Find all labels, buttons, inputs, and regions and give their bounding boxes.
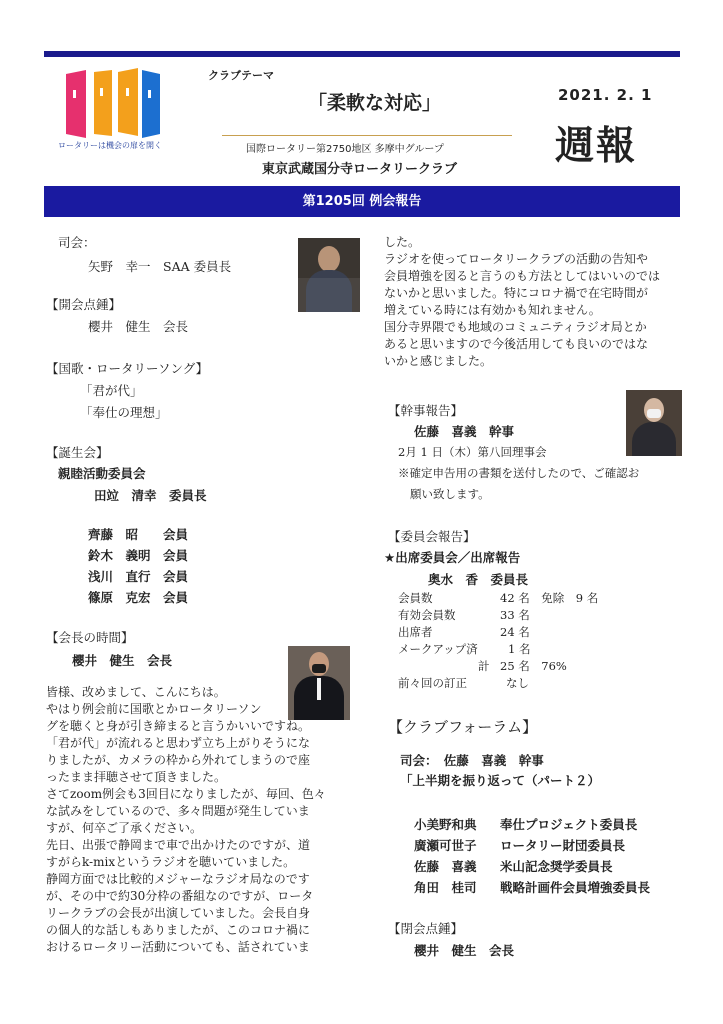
forum-member-role: 米山記念奨学委員長 [500,859,613,874]
speech-line: 皆様、改めまして、こんにちは。 [46,685,226,699]
birthday-chair: 田竝 清幸 委員長 [94,488,207,503]
closing-name: 櫻井 健生 会長 [414,943,515,958]
birthday-committee: 親睦活動委員会 [58,466,146,481]
president-name: 櫻井 健生 会長 [72,653,173,668]
stat-label: 出席者 [398,625,433,639]
secretary-photo [626,390,682,456]
secretary-name: 佐藤 喜義 幹事 [414,424,515,439]
chair-name: 矢野 幸一 SAA 委員長 [88,259,232,274]
speech-line: な試みをしているので、多々問題が発生していま [46,804,310,818]
speech-line: すがらk-mixというラジオを聴いていました。 [46,855,296,869]
member-row: 齊藤 昭 会員 [88,527,189,542]
speech-line: が、その中で約30分枠の番組なのですが、ロータ [46,889,314,903]
issue-date: 2021. 2. 1 [558,86,653,104]
member-row: 篠原 克宏 会員 [88,590,189,605]
forum-member-role: 奉仕プロジェクト委員長 [500,817,638,832]
divider [222,135,512,136]
stat-value: 1 名 [508,642,531,656]
forum-chair: 司会： 佐藤 喜義 幹事 [400,753,544,768]
secretary-item-2-cont: 願い致します。 [410,487,490,501]
speech-line: りましたが、カメラの枠から外れてしまうので座 [46,753,311,767]
forum-member-name: 小美野和典 [414,817,477,832]
speech-line: おけるロータリー活動についても、話されていま [46,940,310,954]
secretary-item-2: ※確定申告用の書類を送付したので、ご確認お [398,466,640,480]
birthday-label: 【誕生会】 [46,445,109,460]
speech-line: あると思いますので今後活用しても良いのではな [384,337,649,351]
speech-line: ないかと思いました。特にコロナ禍で在宅時間が [384,286,649,300]
secretary-item-1: 2月 1 日（木）第八回理事会 [398,445,547,459]
speech-line: 国分寺界隈でも地域のコミュニティラジオ局とか [384,320,647,334]
speech-continued [384,234,684,370]
speech-line: すが、何卒ご了承ください。 [46,821,203,835]
newsletter-title: 週報 [555,124,638,169]
forum-member-name: 角田 桂司 [414,880,477,895]
club-theme: 「柔軟な対応」 [308,92,442,114]
anthem-label: 【国歌・ロータリーソング】 [46,361,209,376]
speech-line: 会員増強を図ると言うのも方法としてはいいのでは [384,269,661,283]
president-label: 【会長の時間】 [46,630,134,645]
stat-label: 前々回の訂正 [398,676,467,690]
attendance-chair: 奥水 香 委員長 [428,572,529,587]
chair-label: 司会： [58,235,96,250]
stat-label: 会員数 [398,591,433,605]
speech-line: 静岡方面では比較的メジャーなラジオ局なのです [46,872,310,886]
logo-caption: ロータリーは機会の扉を開く [58,141,162,150]
committee-label: 【委員会報告】 [388,529,476,544]
speech-line: 「君が代」が流れると思わず立ち上がりそうにな [46,736,311,750]
speech-line: 先日、出張で静岡まで車で出かけたのですが、道 [46,838,311,852]
speech-line: やはり例会前に国歌とかロータリーソン [46,702,262,716]
speech-line: グを聴くと身が引き締まると言うかいいですね。 [46,719,311,733]
speech-line: いかと感じました。 [384,354,493,368]
stat-value: 25 名 76% [500,659,567,673]
banner-title: 第1205回 例会報告 [302,194,422,209]
speech-line: 増えている時には有効かも知れません。 [384,303,601,317]
speech-line: の個人的な話しもありましたが、このコロナ禍に [46,923,311,937]
speech-line: した。 [384,235,421,249]
theme-label: クラブテーマ [208,69,274,82]
member-row: 浅川 直行 会員 [88,569,189,584]
stat-value: 42 名 免除 9 名 [500,591,599,605]
member-row: 鈴木 義明 会員 [88,548,189,563]
speech-line: ったまま拝聴させて頂きました。 [46,770,227,784]
stat-value: 33 名 [500,608,530,622]
secretary-label: 【幹事報告】 [388,403,464,418]
opening-name: 櫻井 健生 会長 [88,319,189,334]
top-rule [44,51,680,57]
forum-member-name: 佐藤 喜義 [414,859,477,874]
doors-icon [60,68,168,138]
forum-topic: 「上半期を振り返って（パート２） [400,773,601,788]
club-name: 東京武蔵国分寺ロータリークラブ [262,162,458,177]
forum-member-role: ロータリー財団委員長 [500,838,626,853]
stat-label: 有効会員数 [398,608,456,622]
stat-label: 計 [478,659,490,673]
forum-member-name: 廣瀬可世子 [414,838,477,853]
chair-photo [298,238,360,312]
opening-label: 【開会点鍾】 [46,297,122,312]
stat-value: 24 名 [500,625,530,639]
attendance-heading: ★出席委員会／出席報告 [384,550,521,565]
meeting-banner [44,186,680,217]
district-line: 国際ロータリー第2750地区 多摩中グループ [246,144,444,155]
closing-label: 【閉会点鍾】 [388,921,464,936]
stat-value: なし [506,676,529,690]
president-speech [46,684,344,956]
speech-line: さてzoom例会も3回目になりましたが、毎回、色々 [46,787,326,801]
anthem-2: 「奉仕の理想」 [80,405,168,420]
forum-label: 【クラブフォーラム】 [388,718,538,736]
stat-label: メークアップ済 [398,642,478,656]
anthem-1: 「君が代」 [80,383,143,398]
speech-line: ラジオを使ってロータリークラブの活動の告知や [384,252,649,266]
speech-line: リークラブの会長が出演していました。会長自身 [46,906,311,920]
forum-member-role: 戦略計画件会員増強委員長 [500,880,651,895]
